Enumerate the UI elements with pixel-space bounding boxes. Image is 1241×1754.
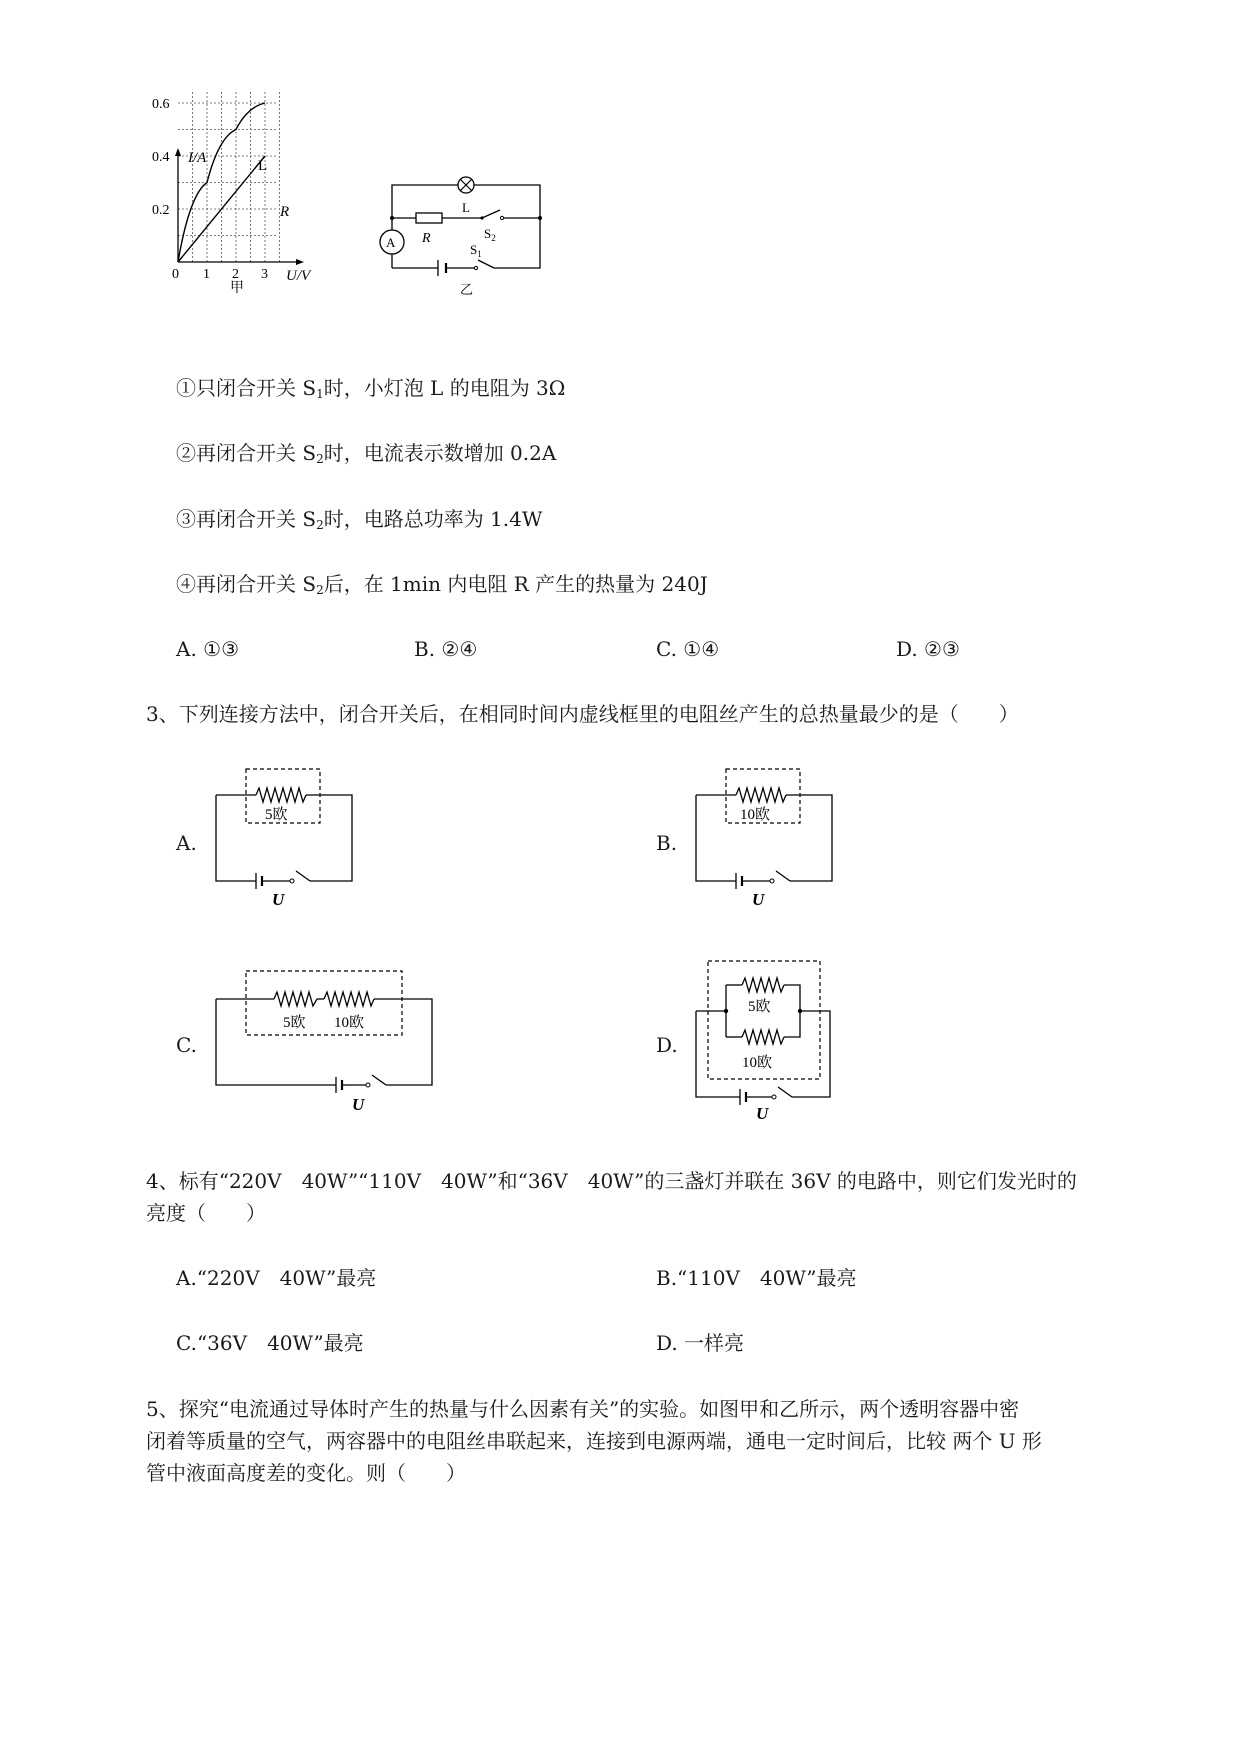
lamp-label: L [462,200,470,215]
circuit-diagram-yi [370,150,560,310]
q5-stem-line3: 管中液面高度差的变化。则（ ） [146,1461,466,1485]
q4-option-b[interactable]: B.“110V 40W”最亮 [656,1266,857,1290]
x-tick-label: 2 [232,267,239,282]
x-tick-label: 3 [261,267,268,282]
q4-option-d[interactable]: D. 一样亮 [656,1331,745,1355]
q3-option-c-letter[interactable]: C. [176,1033,197,1057]
q3-circuit-a [210,765,360,915]
ammeter-label: A [386,235,396,250]
y-tick-label: 0.6 [152,97,170,112]
resistor-label-10: 10欧 [742,1055,773,1071]
q3-option-a-letter[interactable]: A. [176,831,197,855]
resistor-label: R [422,231,431,246]
y-tick-label: 0.4 [152,150,170,165]
resistor-label: 5欧 [265,807,288,823]
q4-stem-line1: 4、标有“220V 40W”“110V 40W”和“36V 40W”的三盏灯并联在 36V 的电路中，则它们发光时的 [146,1169,1077,1193]
lamp-symbol [458,177,474,193]
q5-stem-line2: 闭着等质量的空气，两容器中的电阻丝串联起来，连接到电源两端，通电一定时间后，比较 两个 U 形 [146,1429,1042,1453]
resistor-zigzag [736,788,786,802]
statement-2: ②再闭合开关 $S_2$时，电流表示数增加 0.2A [176,441,557,466]
y-axis-label: I/A [188,150,207,166]
q2-option-c[interactable]: C. ①④ [656,637,720,661]
q3-option-d-letter[interactable]: D. [656,1033,678,1057]
y-tick-label: 0.2 [152,203,170,218]
resistor-zigzag-5 [274,992,317,1006]
q2-option-d[interactable]: D. ②③ [896,637,960,661]
resistor-symbol [416,213,442,223]
q3-option-b-letter[interactable]: B. [656,831,678,855]
resistor-label-5: 5欧 [748,999,771,1015]
iu-graph [150,97,350,310]
switch2-label: $S_2$ [484,226,496,243]
resistor-label-10: 10欧 [334,1015,365,1031]
q2-option-b[interactable]: B. ②④ [414,637,478,661]
x-tick-label: 1 [203,267,210,282]
statement-4: ④再闭合开关 $S_2$后，在 1min 内电阻 R 产生的热量为 240J [176,572,708,597]
circuit-caption: 乙 [460,282,474,297]
q3-circuit-b [690,765,840,915]
source-label: U [752,890,765,909]
resistor-zigzag-5 [742,978,784,992]
q3-circuit-c [210,965,440,1120]
q5-stem-line1: 5、探究“电流通过导体时产生的热量与什么因素有关”的实验。如图甲和乙所示，两个透明容器中密 [146,1397,1020,1421]
resistor-label: 10欧 [740,807,771,823]
q3-circuit-d [690,955,840,1125]
x-tick-label: 0 [172,267,179,282]
curve-label-R: R [280,204,290,220]
resistor-zigzag-10 [324,992,374,1006]
q4-option-c[interactable]: C.“36V 40W”最亮 [176,1331,364,1355]
resistor-zigzag [256,788,306,802]
switch1-label: $S_1$ [470,242,482,259]
curve-label-L: L [258,158,268,174]
q4-option-a[interactable]: A.“220V 40W”最亮 [176,1266,377,1290]
statement-3: ③再闭合开关 $S_2$时，电路总功率为 1.4W [176,507,543,532]
source-label: U [756,1104,769,1123]
resistor-label-5: 5欧 [283,1015,306,1031]
source-label: U [272,890,285,909]
q3-stem: 3、下列连接方法中，闭合开关后，在相同时间内虚线框里的电阻丝产生的总热量最少的是（ ） [146,702,1019,726]
graph-caption: 甲 [230,281,244,296]
statement-1: ①只闭合开关 $S_1$时，小灯泡 L 的电阻为 3Ω [176,376,566,401]
q2-option-a[interactable]: A. ①③ [176,637,240,661]
resistor-zigzag-10 [742,1030,784,1044]
x-axis-label: U/V [286,268,311,284]
q4-stem-line2: 亮度（ ） [146,1201,266,1225]
source-label: U [352,1095,365,1114]
